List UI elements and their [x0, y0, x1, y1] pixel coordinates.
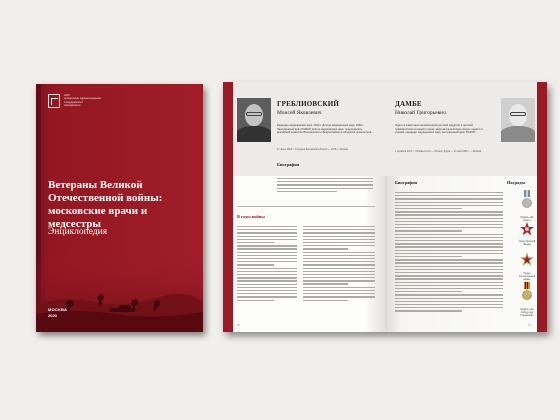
portrait-body [501, 126, 535, 142]
section-heading-biography: Биография [277, 162, 300, 167]
medal-icon [522, 190, 532, 212]
portrait-body [237, 126, 271, 142]
person-surname: ДАМБЕ [395, 100, 422, 108]
award-order-patriotic-war [517, 252, 537, 281]
section-heading-awards: Награды [507, 180, 525, 185]
page-number-left: 56 [237, 324, 240, 327]
award-order-red-star [517, 222, 537, 247]
cover-subtitle: Энциклопедия [48, 227, 108, 237]
award-medal-for-courage [517, 190, 537, 223]
cover-city: МОСКВА [48, 307, 68, 312]
section-heading-war-years: В годы войны [237, 214, 265, 219]
award-caption: Орден Отечественной войны [518, 273, 536, 281]
left-page [223, 82, 385, 332]
publisher-name: НИИ организации здравоохранения и медицинского менеджмента [64, 94, 101, 107]
person-surname: ГРЕБЛИОВСКИЙ [277, 100, 340, 108]
biography-text [395, 192, 503, 322]
award-caption: Орден Красной Звезды [518, 241, 536, 246]
left-page-red-band [223, 82, 233, 332]
person-given-name: Николай Григорьевич [395, 110, 446, 116]
person-summary: Один из известных организаторов детской хирургии и детской травматологии в нашей стране, замечательный врач-хирург, педагог и ученый, кандидат медицинских наук, заслуженный врач РСФСР. [395, 124, 484, 135]
order-star-icon [519, 252, 535, 268]
biography-text [277, 178, 373, 198]
award-caption: Медаль «За отвагу» [520, 217, 534, 222]
cover-title: Ветераны Великой Отечественной войны: московские врачи и медсестры [48, 179, 163, 230]
portrait-glasses-icon [510, 112, 526, 116]
person-dates: 17 июня 1903 г., Городищ Винницкой области — 1976 г., Москва [277, 148, 348, 151]
award-caption: Медаль «За победу над Германией» [520, 309, 534, 317]
person-dates: 1 декабря 1917 г., Либавы-Гости — Латвия, Лудза — 21 мая 1985 г. — Москва [395, 150, 482, 153]
open-book-spread [223, 82, 547, 332]
red-star-icon [520, 222, 534, 236]
right-page [385, 82, 547, 332]
war-years-text-column-2 [303, 226, 375, 322]
portrait-glasses-icon [246, 112, 262, 116]
cover-year: 2020 [48, 313, 57, 318]
publisher-logo-icon [48, 94, 60, 108]
cover-war-scene-image [36, 252, 203, 332]
section-heading-biography: Биография [395, 180, 418, 185]
book-cover [36, 84, 203, 332]
person-given-name: Моисей Яковлевич [277, 110, 322, 116]
award-medal-victory-germany [517, 282, 537, 317]
war-years-text [237, 226, 297, 322]
person-summary: Кандидат медицинских наук, 1943 г. Доктор медицинских наук, 1960 г. Заслуженный врач РСФСР, доктор медицинских наук, председатель врачебной комиссии Всесоюзного и Всероссийского общества гематологов. [277, 124, 373, 135]
portrait-greblivsky [237, 98, 271, 142]
portrait-dambe [501, 98, 535, 142]
medal-icon [522, 282, 532, 304]
right-page-red-band [537, 82, 547, 332]
page-number-right: 57 [528, 324, 531, 327]
section-divider [237, 206, 375, 207]
